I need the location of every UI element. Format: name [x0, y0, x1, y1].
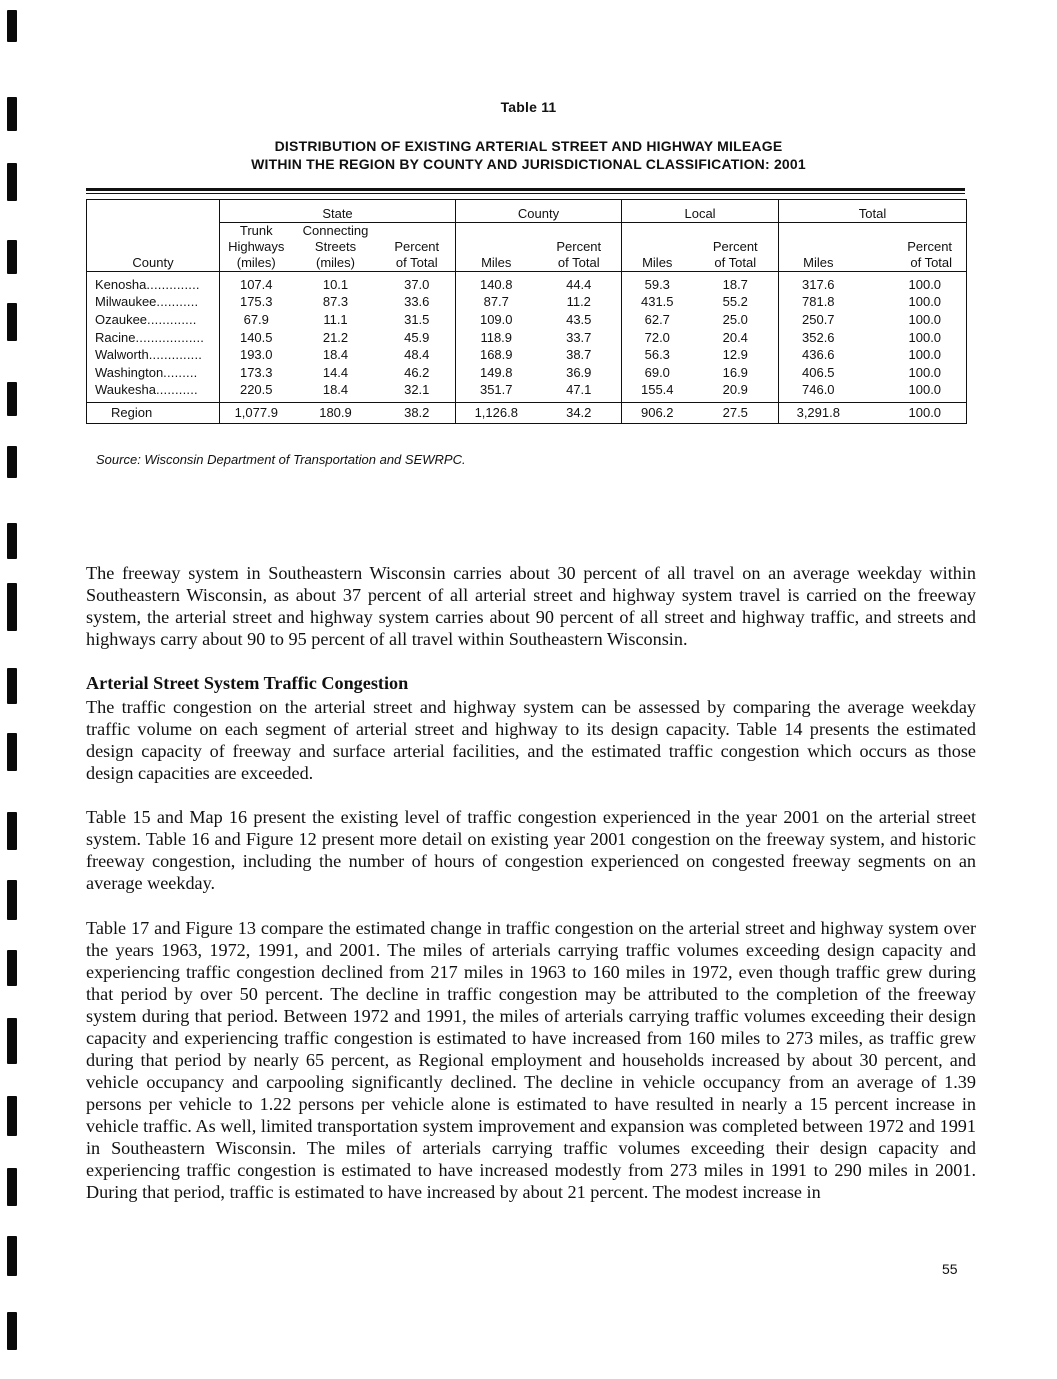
total-pct-cell: 100.0	[858, 364, 967, 382]
header-line: of Total	[910, 255, 953, 270]
table-row	[87, 364, 967, 382]
county-pct-cell: 36.9	[566, 364, 592, 380]
total-pct-cell: 100.0	[858, 346, 967, 364]
total-miles-cell: 746.0	[779, 382, 858, 403]
county-pct-cell: 44.4	[566, 276, 592, 292]
county-column-header: County	[87, 200, 220, 272]
state-pct-cell: 45.9	[404, 329, 430, 345]
total-pct-cell: 100.0	[858, 311, 967, 329]
header-line: of Total	[714, 255, 757, 270]
connecting-cell: 21.2	[322, 329, 349, 345]
state-percent-header	[379, 223, 456, 272]
leader-dots: .............	[147, 311, 197, 327]
trunk-highways-header	[220, 223, 293, 272]
county-miles-cell: 351.7	[456, 382, 537, 403]
table-row	[87, 329, 967, 347]
header-line: Percent	[907, 239, 953, 254]
trunk-cell: 175.3	[220, 294, 293, 312]
table-row	[87, 311, 967, 329]
table-top-rule	[86, 188, 965, 191]
county-percent-header	[537, 223, 622, 272]
header-line: Highways	[228, 239, 285, 254]
total-miles-cell: 781.8	[779, 294, 858, 312]
trunk-cell: 67.9	[220, 311, 293, 329]
binding-mark	[7, 1168, 17, 1206]
state-pct-cell: 37.0	[404, 276, 430, 292]
county-name-cell	[87, 382, 220, 403]
county-miles-cell: 168.9	[456, 346, 537, 364]
leader-dots: ...........	[155, 382, 198, 398]
county-miles-cell: 118.9	[456, 329, 537, 347]
header-line: Trunk	[239, 223, 273, 238]
region-total-pct-cell: 100.0	[858, 403, 967, 424]
binding-mark	[7, 523, 17, 559]
trunk-cell: 140.5	[220, 329, 293, 347]
state-pct-cell: 48.4	[404, 347, 430, 363]
leader-dots: ...........	[156, 294, 199, 310]
trunk-cell: 220.5	[220, 382, 293, 403]
binding-mark	[7, 1312, 17, 1350]
state-pct-cell: 31.5	[404, 311, 430, 327]
county-name: Kenosha	[95, 276, 147, 292]
binding-mark	[7, 446, 17, 478]
total-miles-cell: 406.5	[779, 364, 858, 382]
region-total-row	[87, 403, 967, 424]
total-pct-cell: 100.0	[858, 294, 967, 312]
state-group-header: State	[220, 200, 456, 223]
region-county-pct-cell: 34.2	[537, 403, 622, 424]
region-name-cell: Region	[87, 403, 220, 424]
county-pct-cell: 38.7	[566, 347, 592, 363]
state-pct-cell: 32.1	[404, 382, 430, 398]
binding-mark	[7, 950, 17, 986]
local-pct-cell: 18.7	[722, 276, 748, 292]
table-source-note: Source: Wisconsin Department of Transportation and SEWRPC.	[96, 452, 466, 467]
county-name-cell	[87, 346, 220, 364]
county-miles-header: Miles	[456, 223, 537, 272]
header-line: of Total	[557, 255, 600, 270]
local-pct-cell: 12.9	[722, 347, 748, 363]
state-pct-cell: 33.6	[404, 294, 430, 310]
connecting-cell: 14.4	[322, 364, 349, 380]
table-number: Table 11	[500, 99, 557, 115]
binding-mark	[7, 812, 17, 850]
table-row	[87, 346, 967, 364]
leader-dots: ..............	[146, 276, 200, 292]
trunk-cell: 107.4	[220, 272, 293, 294]
binding-mark	[7, 733, 17, 771]
county-group-header: County	[456, 200, 622, 223]
header-line: Percent	[712, 239, 758, 254]
local-group-header: Local	[622, 200, 779, 223]
region-connecting-cell: 180.9	[293, 403, 379, 424]
table-title-line-2: WITHIN THE REGION BY COUNTY AND JURISDICTIONAL CLASSIFICATION: 2001	[251, 156, 806, 172]
county-name-cell	[87, 294, 220, 312]
county-pct-cell: 43.5	[566, 311, 592, 327]
trunk-cell: 193.0	[220, 346, 293, 364]
table-row	[87, 272, 967, 294]
local-pct-cell: 25.0	[722, 311, 748, 327]
county-name: Racine	[95, 329, 136, 345]
section-heading: Arterial Street System Traffic Congestion	[86, 673, 409, 693]
county-name: Milwaukee	[95, 294, 157, 310]
table-title-line-1: DISTRIBUTION OF EXISTING ARTERIAL STREET AND HIGHWAY MILEAGE	[274, 138, 783, 154]
county-pct-cell: 33.7	[566, 329, 592, 345]
table-top-rule-thin	[86, 193, 965, 194]
county-name-cell	[87, 272, 220, 294]
connecting-cell: 18.4	[322, 382, 349, 398]
paragraph-freeway-share: The freeway system in Southeastern Wisconsin carries about 30 percent of all travel on an average weekday within Southeastern Wisconsin, as about 37 percent of all arterial street and highway system travel is carried on the freeway system, the arterial street and highway system carries about 90 percent of all street and highway traffic, and streets and highways carry about 90 to 95 percent of all travel within Southeastern Wisconsin.	[86, 563, 976, 649]
table-row	[87, 294, 967, 312]
region-state-pct-cell: 38.2	[379, 403, 456, 424]
binding-mark	[7, 1236, 17, 1276]
total-group-header: Total	[779, 200, 967, 223]
county-name: Waukesha	[95, 382, 156, 398]
county-pct-cell: 47.1	[566, 382, 592, 398]
local-miles-cell: 155.4	[622, 382, 693, 403]
total-pct-cell: 100.0	[858, 272, 967, 294]
county-pct-cell: 11.2	[566, 294, 591, 310]
connecting-cell: 11.1	[323, 311, 348, 327]
trunk-cell: 173.3	[220, 364, 293, 382]
county-name: Washington	[95, 364, 164, 380]
binding-mark	[7, 382, 17, 416]
county-name-cell	[87, 311, 220, 329]
paragraph-existing-congestion: Table 15 and Map 16 present the existing level of traffic congestion experienced in the year 2001 on the arterial street system. Table 16 and Figure 12 present more detail on existing year 2001 congestion on the freeway system, and historic freeway congestion, including the number of hours of congestion experienced on congested freeway segments on an average weekday.	[86, 807, 976, 893]
total-pct-cell: 100.0	[858, 382, 967, 403]
total-miles-cell: 250.7	[779, 311, 858, 329]
mileage-table	[86, 199, 967, 424]
region-county-miles-cell: 1,126.8	[456, 403, 537, 424]
leader-dots: ..................	[135, 329, 205, 345]
total-miles-cell: 436.6	[779, 346, 858, 364]
binding-mark	[7, 668, 17, 704]
local-miles-cell: 59.3	[622, 272, 693, 294]
header-line: of Total	[395, 255, 438, 270]
leader-dots: ..............	[148, 347, 203, 363]
local-miles-cell: 72.0	[622, 329, 693, 347]
header-line: Percent	[556, 239, 602, 254]
total-miles-cell: 352.6	[779, 329, 858, 347]
county-miles-cell: 149.8	[456, 364, 537, 382]
region-trunk-cell: 1,077.9	[220, 403, 293, 424]
binding-mark	[7, 1096, 17, 1136]
local-pct-cell: 20.4	[722, 329, 748, 345]
local-pct-cell: 16.9	[722, 364, 748, 380]
local-miles-header: Miles	[622, 223, 693, 272]
binding-mark	[7, 1018, 17, 1064]
table-row	[87, 382, 967, 403]
connecting-streets-header	[293, 223, 379, 272]
binding-mark	[7, 583, 17, 631]
state-pct-cell: 46.2	[404, 364, 430, 380]
county-name: Walworth	[95, 347, 149, 363]
leader-dots: .........	[163, 364, 198, 380]
group-header-row	[87, 200, 967, 223]
county-miles-cell: 109.0	[456, 311, 537, 329]
binding-mark	[7, 240, 17, 274]
page-number: 55	[942, 1261, 958, 1277]
region-local-miles-cell: 906.2	[622, 403, 693, 424]
region-local-pct-cell: 27.5	[693, 403, 779, 424]
total-miles-cell: 317.6	[779, 272, 858, 294]
header-line: Connecting	[302, 223, 369, 238]
connecting-cell: 18.4	[322, 347, 349, 363]
county-name-cell	[87, 329, 220, 347]
local-pct-cell: 55.2	[722, 294, 748, 310]
local-miles-cell: 69.0	[622, 364, 693, 382]
table-body	[87, 272, 967, 424]
total-miles-header: Miles	[779, 223, 858, 272]
region-total-miles-cell: 3,291.8	[779, 403, 858, 424]
local-miles-cell: 56.3	[622, 346, 693, 364]
total-percent-header	[858, 223, 967, 272]
county-miles-cell: 140.8	[456, 272, 537, 294]
header-line: Percent	[394, 239, 440, 254]
connecting-cell: 10.1	[322, 276, 349, 292]
county-name-cell	[87, 364, 220, 382]
binding-mark	[7, 880, 17, 920]
header-line: (miles)	[316, 255, 355, 270]
county-miles-cell: 87.7	[456, 294, 537, 312]
binding-mark	[7, 303, 17, 341]
local-percent-header	[693, 223, 779, 272]
local-pct-cell: 20.9	[722, 382, 748, 398]
total-pct-cell: 100.0	[858, 329, 967, 347]
local-miles-cell: 431.5	[622, 294, 693, 312]
county-name: Ozaukee	[95, 311, 148, 327]
binding-mark	[7, 10, 17, 42]
header-line: (miles)	[236, 255, 276, 270]
paragraph-congestion-assessment: The traffic congestion on the arterial street and highway system can be assessed by comparing the average weekday traffic volume on each segment of arterial street and highway to its design capacity. Table 14 presents the estimated design capacity of freeway and surface arterial facilities, and the estimated traffic congestion which occurs as those design capacities are exceeded.	[86, 697, 976, 783]
header-line: Streets	[314, 239, 357, 254]
connecting-cell: 87.3	[322, 294, 349, 310]
paragraph-congestion-change: Table 17 and Figure 13 compare the estimated change in traffic congestion on the arterial street and highway system over the years 1963, 1972, 1991, and 2001. The miles of arterials carrying traffic volumes exceeding design capacity and experiencing traffic congestion declined from 217 miles in 1963 to 160 miles in 1972, even though traffic grew during that period by over 50 percent. The decline in traffic congestion may be attributed to the completion of the freeway system during that period. Between 1972 and 1991, the miles of arterials carrying traffic volumes exceeding their design capacity and experiencing traffic congestion is estimated to have increased from 160 miles to 273 miles, as traffic grew during that period by nearly 65 percent, as Regional employment and households increased by about 30 percent, and vehicle occupancy and carpooling significantly declined. The decline in vehicle occupancy from an average of 1.39 persons per vehicle to 1.22 persons per vehicle alone is estimated to have resulted in nearly a 15 percent increase in vehicle traffic. As well, limited transportation system improvement and expansion was completed between 1972 and 1991 in Southeastern Wisconsin. The miles of arterials carrying traffic volumes exceeding their design capacity and experiencing traffic congestion is estimated to have increased modestly from 273 miles in 1991 to 290 miles in 2001. During that period, traffic is estimated to have increased by about 21 percent. The modest increase in	[86, 918, 976, 1202]
local-miles-cell: 62.7	[622, 311, 693, 329]
